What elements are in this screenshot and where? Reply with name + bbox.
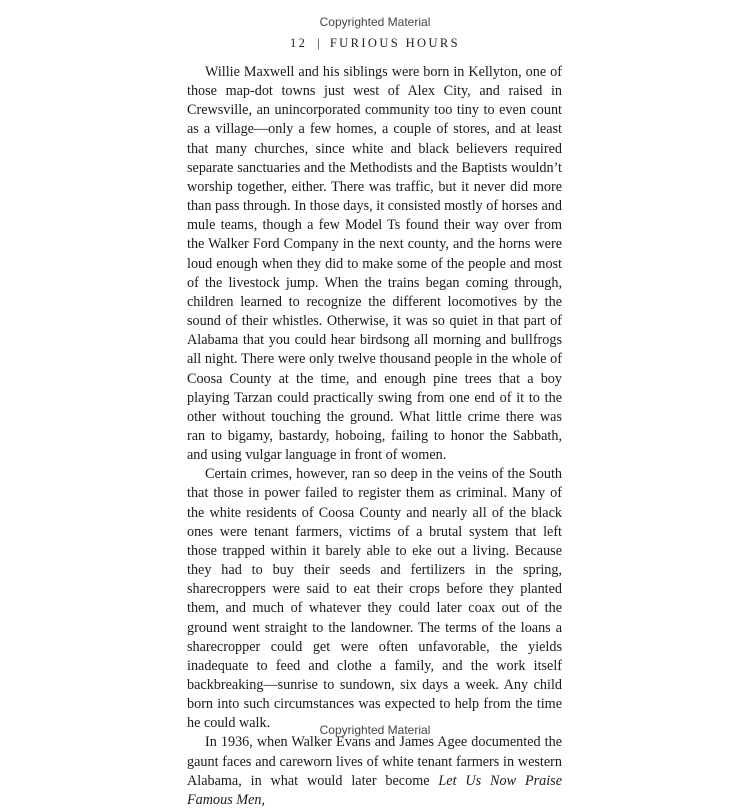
body-text (187, 63, 562, 810)
book-title-italic: Let Us Now Praise Famous Men, (187, 772, 562, 808)
copyright-watermark-top: Copyrighted Material (319, 15, 431, 29)
page-number: 12 (289, 36, 308, 50)
paragraph-3 (187, 733, 562, 810)
paragraph-1: Willie Maxwell and his siblings were born in Kellyton, one of those map-dot towns just west of Alex City, and raised in Crewsville, an unincorporated community too tiny to even count as a village—only a few homes, a couple of stores, and at least that many churches, since white and black believers required separate sanctuaries and the Methodists and the Baptists wouldn’t worship together, either. There was traffic, but it never did more than pass through. In those days, it consisted mostly of horses and mule teams, though a few Model Ts found their way over from the Walker Ford Company in the next county, and the horns were loud enough when they did to make some of the people and most of the livestock jump. When the trains began coming through, children learned to recognize the different locomotives by the sound of their whistles. Otherwise, it was so quiet in that part of Alabama that you could hear birdsong all morning and bullfrogs all night. There were only twelve thousand people in the whole of Coosa County at the time, and enough pine trees that a boy playing Tarzan could practically swing from one end of it to the other without touching the ground. What little crime there was ran to bigamy, bastardy, hoboing, failing to honor the Sabbath, and using vulgar language in front of women. (187, 64, 562, 464)
paragraph-3-text: In 1936, when Walker Evans and James Agee documented the gaunt faces and careworn lives of white tenant farmers in western Alabama, in what would later become (187, 734, 562, 789)
header-separator: | (317, 36, 320, 50)
paragraph-2: Certain crimes, however, ran so deep in the veins of the South that those in power failed to register them as criminal. Many of the white residents of Coosa County and nearly all of the black ones were tenant farmers, victims of a brutal system that left those trapped within it barely able to eke out a living. Because they had to buy their seeds and fertilizers in the spring, sharecroppers were said to eat their crops before they planted them, and much of whatever they could later coax out of the ground went straight to the landowner. The terms of the loans a sharecropper could get were often unfavorable, the yields inadequate to feed and clothe a family, and the work itself backbreaking—sunrise to sundown, six days a week. Any child born into such circumstances was expected to help from the time he could walk. (187, 466, 562, 732)
copyright-watermark-bottom: Copyrighted Material (319, 723, 431, 737)
book-title: FURIOUS HOURS (329, 36, 460, 50)
running-head (0, 36, 750, 51)
